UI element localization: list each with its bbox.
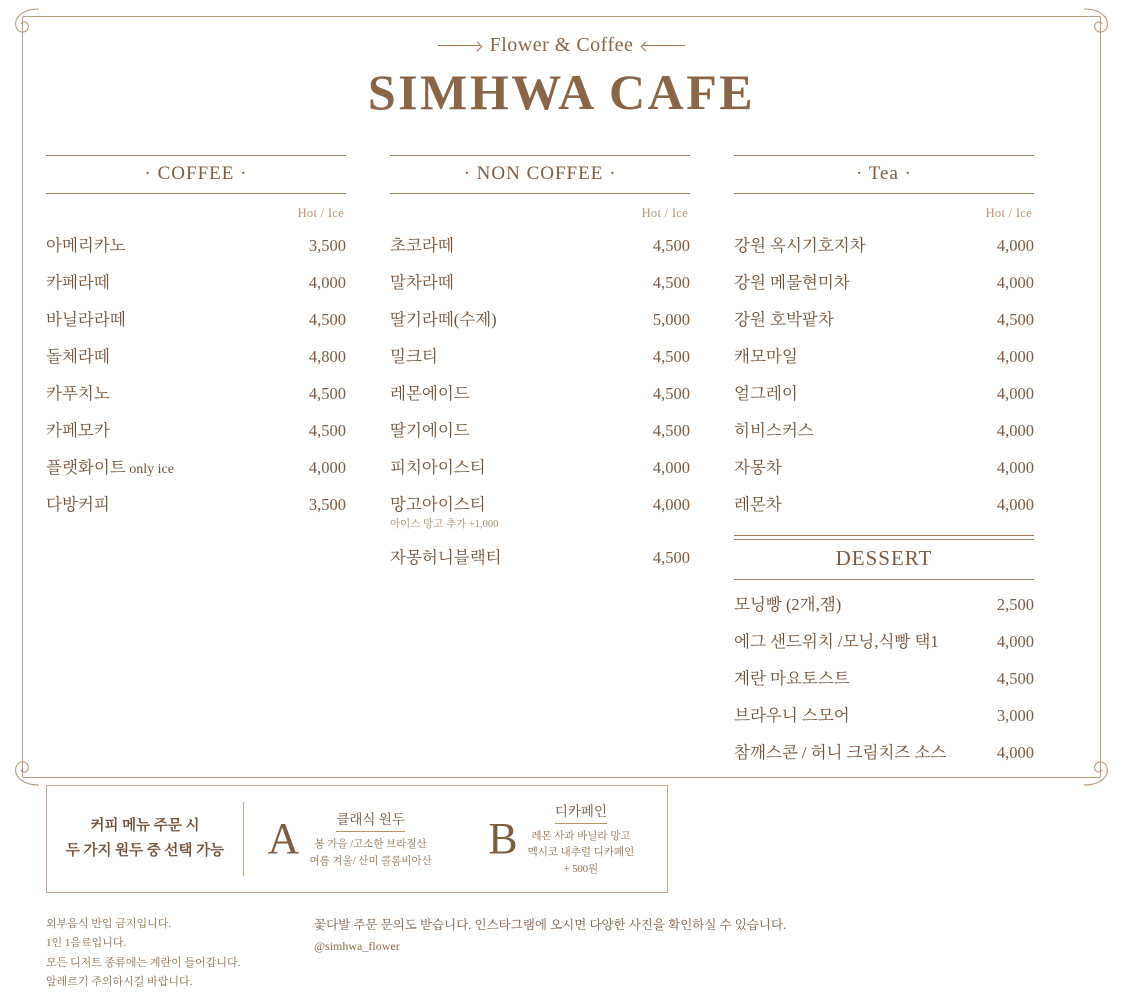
menu-row: [734, 410, 1034, 447]
menu-row: [734, 336, 1034, 373]
item-price: 3,000: [996, 705, 1034, 725]
item-name: 밀크티: [390, 346, 438, 366]
menu-header: [46, 34, 1077, 121]
menu-row: [734, 299, 1034, 336]
menu-row: [46, 299, 346, 336]
menu-row: [46, 484, 346, 521]
item-name: 말차라떼: [390, 272, 454, 292]
footer-note: 1인 1음료입니다.: [46, 937, 127, 950]
menu-row: [390, 225, 690, 262]
menu-columns: [46, 155, 1077, 769]
menu-row: [390, 410, 690, 447]
menu-row: [390, 373, 690, 410]
hot-ice-label-coffee: Hot / Ice: [297, 206, 344, 220]
item-name: 돌체라떼: [46, 346, 110, 366]
bean-selection-box: [46, 785, 668, 893]
item-price: 4,500: [996, 309, 1034, 329]
item-price: 4,500: [996, 668, 1034, 688]
bean-desc-a-line1: 봄 가을 /고소한 브라질산: [314, 839, 427, 851]
menu-row: [390, 299, 690, 336]
item-price: 3,500: [308, 235, 346, 255]
column-coffee: [46, 155, 346, 769]
column-tea: [734, 155, 1034, 769]
menu-row: [46, 225, 346, 262]
menu-row: [734, 373, 1034, 410]
item-name: 계란 마요토스트: [734, 668, 850, 688]
menu-row: [390, 336, 690, 373]
item-price: 4,500: [652, 420, 690, 440]
hot-ice-label-tea: Hot / Ice: [985, 206, 1032, 220]
bean-selection-lead: [47, 814, 243, 863]
item-price: 4,000: [996, 631, 1034, 651]
bean-letter-b: B: [488, 813, 518, 863]
item-price: 4,500: [652, 235, 690, 255]
item-name: 레몬차: [734, 494, 782, 514]
item-name: 아메리카노: [46, 235, 126, 255]
item-price: 4,000: [996, 383, 1034, 403]
hot-ice-label-non-coffee: Hot / Ice: [641, 206, 688, 220]
item-name: 카푸치노: [46, 383, 110, 403]
item-price: 4,000: [652, 457, 690, 477]
menu-subtitle: Flower & Coffee: [489, 34, 634, 56]
item-price: 4,500: [652, 346, 690, 366]
item-name: 자몽차: [734, 457, 782, 477]
item-name: 초코라떼: [390, 235, 454, 255]
instagram-handle: @simhwa_flower: [314, 939, 400, 954]
item-name-with-suffix: [46, 447, 268, 484]
item-price: 3,500: [308, 494, 346, 514]
section-title-tea: · Tea ·: [734, 155, 1034, 194]
item-price: 4,500: [652, 383, 690, 403]
item-price: 4,500: [652, 272, 690, 292]
menu-table-non-coffee: [390, 225, 690, 574]
item-price: 4,500: [652, 547, 690, 567]
bean-option-a: [244, 808, 456, 870]
column-non-coffee: [390, 155, 690, 769]
bean-text-a: [309, 808, 431, 870]
corner-ornament-bottom-left: [14, 760, 40, 786]
item-name: 카페모카: [46, 420, 110, 440]
bean-desc-b-line1: 레몬 사과 바닐라 망고: [531, 831, 631, 843]
item-price: 4,000: [996, 742, 1034, 762]
bean-lead-line1: 커피 메뉴 주문 시: [90, 818, 200, 835]
menu-table-dessert: [734, 584, 1034, 769]
bean-desc-b-line2: 멕시코 내추럴 디카페인: [527, 847, 635, 859]
footer-info: [314, 915, 1077, 992]
item-name: 강원 호박팥차: [734, 309, 834, 329]
menu-row: [734, 732, 1034, 769]
item-name: 브라우니 스모어: [734, 705, 850, 725]
item-price: 4,000: [996, 235, 1034, 255]
menu-row: [734, 484, 1034, 521]
footer-note: 알레르기 주의하시길 바랍니다.: [46, 975, 193, 988]
menu-row: [734, 658, 1034, 695]
item-price: 4,000: [308, 457, 346, 477]
brand-title: SIMHWA CAFE: [367, 64, 756, 120]
item-name: 얼그레이: [734, 383, 798, 403]
item-name: 에그 샌드위치 /모닝,식빵 택1: [734, 631, 939, 651]
item-price: 4,000: [996, 494, 1034, 514]
item-price: 4,000: [996, 420, 1034, 440]
item-price: 2,500: [996, 594, 1034, 614]
menu-row: [734, 584, 1034, 621]
dessert-list: [734, 579, 1034, 769]
menu-row: [390, 447, 690, 484]
item-name: 플랫화이트: [46, 457, 126, 477]
item-name: 캐모마일: [734, 346, 798, 366]
footer-notes: [46, 915, 284, 992]
corner-ornament-top-right: [1083, 8, 1109, 34]
item-price: 4,000: [996, 272, 1034, 292]
menu-row: [46, 262, 346, 299]
menu-table-tea: [734, 225, 1034, 521]
item-name: 모닝빵 (2개,잼): [734, 594, 842, 614]
item-name: 딸기에이드: [390, 420, 470, 440]
bean-text-b: [528, 800, 635, 878]
bean-letter-a: A: [267, 814, 300, 863]
item-price: 4,000: [996, 457, 1034, 477]
item-name-with-note: [390, 484, 612, 537]
item-price: 4,500: [308, 309, 346, 329]
menu-row: [46, 336, 346, 373]
menu-footer: [46, 915, 1077, 992]
item-price: 4,000: [996, 346, 1034, 366]
menu-row: [734, 262, 1034, 299]
item-name-suffix: only ice: [125, 461, 174, 477]
item-name: 바닐라라떼: [46, 309, 126, 329]
corner-ornament-bottom-right: [1083, 760, 1109, 786]
item-name: 피치아이스티: [390, 457, 486, 477]
menu-table-coffee: [46, 225, 346, 521]
item-note: 아이스 망고 추가 +1,000: [390, 518, 499, 530]
bean-desc-b-line3: + 500원: [563, 863, 599, 875]
item-name: 참깨스콘 / 허니 크림치즈 소스: [734, 742, 947, 762]
section-title-non-coffee: · NON COFFEE ·: [390, 155, 690, 194]
corner-ornament-top-left: [14, 8, 40, 34]
item-name: 망고아이스티: [390, 494, 486, 514]
item-name: 카페라떼: [46, 272, 110, 292]
bean-lead-line2: 두 가지 원두 중 선택 가능: [65, 843, 225, 859]
bean-title-a: 클래식 원두: [336, 808, 405, 832]
bean-title-b: 디카페인: [555, 800, 607, 824]
item-name: 히비스커스: [734, 420, 814, 440]
menu-row: [390, 484, 690, 537]
item-name: 강원 옥시기호지차: [734, 235, 866, 255]
item-price: 4,500: [308, 383, 346, 403]
bean-desc-a-line2: 여름 겨울/ 산미 콜롬비아산: [309, 855, 432, 867]
item-name: 자몽허니블랙티: [390, 547, 502, 567]
menu-row: [390, 537, 690, 574]
footer-note: 외부음식 반입 금지입니다.: [46, 918, 172, 930]
menu-row: [734, 225, 1034, 262]
menu-row: [734, 695, 1034, 732]
footer-note: 모든 디저트 종류에는 계란이 들어갑니다.: [46, 956, 241, 969]
menu-row: [46, 410, 346, 447]
item-price: 5,000: [652, 309, 690, 329]
footer-info-line: 꽃다발 주문 문의도 받습니다. 인스타그램에 오시면 다양한 사진을 확인하실 수 있습니다.: [314, 918, 787, 932]
item-price: 4,500: [308, 420, 346, 440]
item-price: 4,000: [652, 494, 690, 514]
menu-subtitle-row: [46, 34, 1077, 57]
menu-row: [734, 621, 1034, 658]
bean-option-b: [456, 800, 668, 878]
item-name: 딸기라떼(수제): [390, 309, 497, 329]
dessert-section: [734, 535, 1034, 769]
rule-right-ornament: [643, 45, 685, 46]
menu-row: [46, 373, 346, 410]
menu-row: [390, 262, 690, 299]
item-price: 4,000: [308, 272, 346, 292]
section-title-coffee: · COFFEE ·: [46, 155, 346, 194]
item-name: 레몬에이드: [390, 383, 470, 403]
menu-row: [734, 447, 1034, 484]
item-price: 4,800: [308, 346, 346, 366]
section-title-dessert: DESSERT: [835, 546, 933, 570]
item-name: 강원 메물현미차: [734, 272, 850, 292]
item-name: 다방커피: [46, 494, 110, 514]
rule-left-ornament: [438, 45, 480, 46]
menu-row: [46, 447, 346, 484]
